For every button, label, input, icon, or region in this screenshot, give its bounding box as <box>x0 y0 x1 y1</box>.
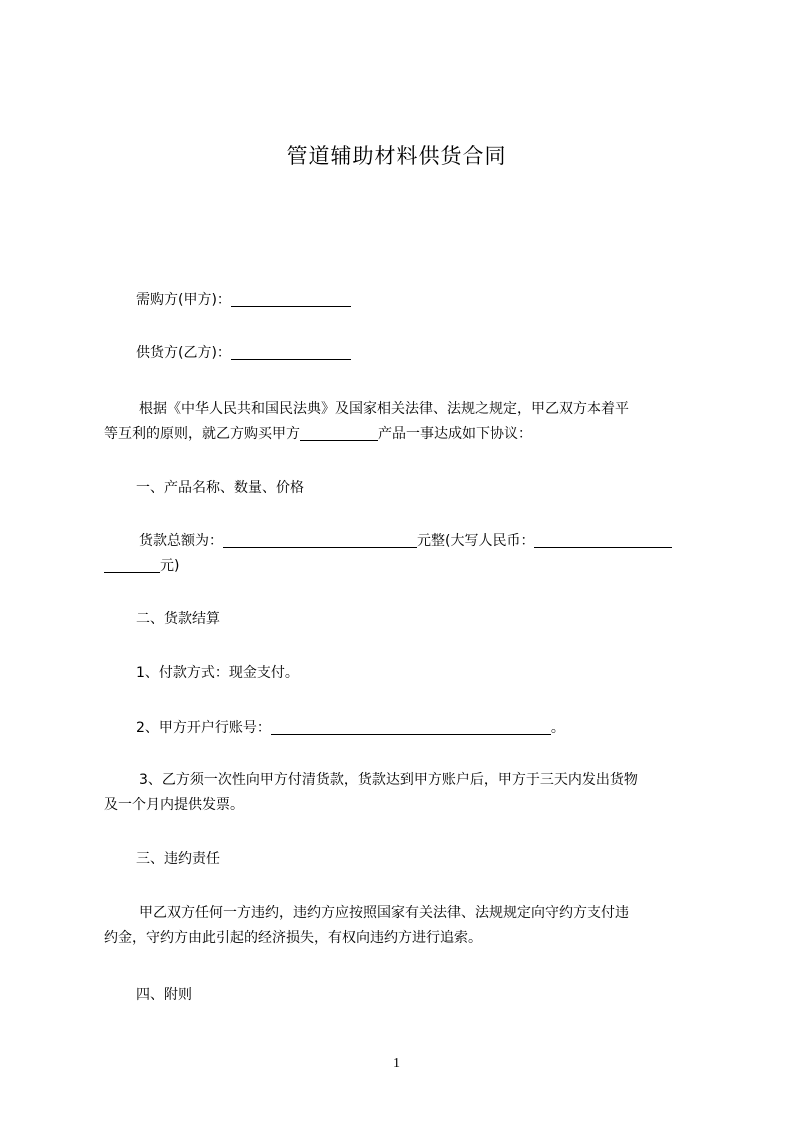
account-number-blank[interactable] <box>271 719 551 735</box>
preamble-line2-start: 等互利的原则，就乙方购买甲方 <box>104 426 300 442</box>
payment-item-3-line1: 3、乙方须一次性向甲方付清货款，货款达到甲方账户后，甲方于三天内发出货物 <box>139 772 638 788</box>
seller-line <box>104 341 714 366</box>
total-amount-paragraph <box>104 529 714 579</box>
section-heading-3: 三、违约责任 <box>136 851 220 867</box>
preamble-line2-end: 产品一事达成如下协议： <box>378 426 532 442</box>
total-unit: 元整(大写人民币： <box>417 533 535 549</box>
seller-name-blank[interactable] <box>231 344 351 360</box>
preamble-line1: 根据《中华人民共和国民法典》及国家相关法律、法规之规定，甲乙双方本着平 <box>139 401 629 417</box>
payment-item-3 <box>104 768 714 818</box>
section-heading-2: 二、货款结算 <box>136 611 220 627</box>
total-label: 货款总额为： <box>139 533 223 549</box>
total-amount-blank[interactable] <box>223 532 417 548</box>
buyer-line <box>104 288 714 313</box>
section-heading-4: 四、附则 <box>136 987 192 1003</box>
total-close: 元) <box>160 558 180 574</box>
breach-line1: 甲乙双方任何一方违约，违约方应按照国家有关法律、法规规定向守约方支付违 <box>139 905 629 921</box>
breach-line2: 约金，守约方由此引起的经济损失，有权向违约方进行追索。 <box>104 930 482 946</box>
total-words-blank-continued[interactable] <box>104 557 160 573</box>
account-label: 2、甲方开户行账号： <box>136 720 271 736</box>
payment-item-3-line2: 及一个月内提供发票。 <box>104 797 244 813</box>
payment-item-1: 1、付款方式：现金支付。 <box>136 665 299 681</box>
preamble-paragraph <box>104 397 714 447</box>
product-name-blank[interactable] <box>300 425 378 441</box>
account-end: 。 <box>550 720 565 736</box>
breach-paragraph <box>104 901 714 951</box>
total-words-blank[interactable] <box>534 532 672 548</box>
payment-item-2 <box>104 716 714 741</box>
buyer-name-blank[interactable] <box>231 291 351 307</box>
page-number: 1 <box>393 1056 400 1071</box>
buyer-label: 需购方(甲方)： <box>136 292 231 308</box>
document-title: 管道辅助材料供货合同 <box>286 144 507 168</box>
seller-label: 供货方(乙方)： <box>136 345 231 361</box>
section-heading-1: 一、产品名称、数量、价格 <box>136 480 304 496</box>
